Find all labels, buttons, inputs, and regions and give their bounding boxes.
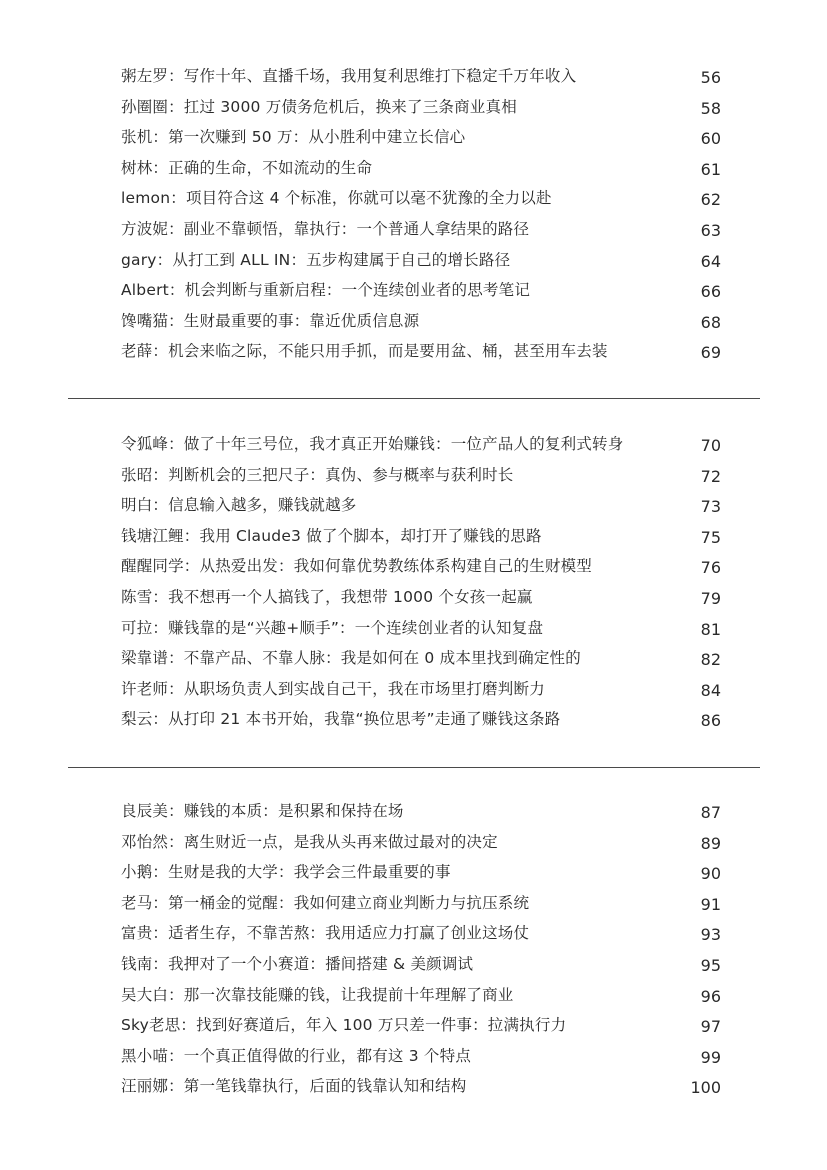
toc-entry[interactable]: [0, 337, 827, 365]
toc-entry[interactable]: [0, 889, 827, 917]
toc-entry-page: 100: [690, 1078, 721, 1098]
toc-entry[interactable]: [0, 522, 827, 550]
toc-entry-page: 84: [700, 680, 721, 700]
toc-entry[interactable]: [0, 1072, 827, 1100]
toc-entry[interactable]: [0, 246, 827, 274]
toc-entry-title: 汪丽娜：第一笔钱靠执行，后面的钱靠认知和结构: [121, 1077, 467, 1096]
toc-entry-title: 可拉：赚钱靠的是“兴趣+顺手”：一个连续创业者的认知复盘: [121, 618, 544, 637]
toc-entry[interactable]: [0, 154, 827, 182]
toc-entry[interactable]: [0, 276, 827, 304]
toc-entry-title: 孙圈圈：扛过 3000 万债务危机后，换来了三条商业真相: [121, 97, 517, 116]
section-divider: [68, 398, 760, 399]
toc-entry[interactable]: [0, 614, 827, 642]
toc-entry-page: 56: [700, 68, 721, 87]
toc-entry-page: 60: [700, 129, 721, 149]
toc-entry[interactable]: [0, 797, 827, 825]
toc-entry-page: 91: [700, 894, 721, 914]
toc-entry[interactable]: [0, 705, 827, 733]
toc-entry-title: 梁靠谱：不靠产品、不靠人脉：我是如何在 0 成本里找到确定性的: [121, 649, 581, 668]
toc-entry-title: 老马：第一桶金的觉醒：我如何建立商业判断力与抗压系统: [121, 893, 530, 912]
toc-entry-title: 邓怡然：离生财近一点，是我从头再来做过最对的决定: [121, 832, 498, 851]
toc-entry-page: 58: [700, 98, 721, 118]
toc-entry-page: 61: [700, 159, 721, 179]
toc-entry-page: 95: [700, 956, 721, 975]
toc-entry-title: 陈雪：我不想再一个人搞钱了，我想带 1000 个女孩一起赢: [121, 588, 533, 606]
toc-entry-title: Albert：机会判断与重新启程：一个连续创业者的思考笔记: [121, 281, 531, 300]
toc-entry[interactable]: [0, 123, 827, 151]
toc-entry[interactable]: [0, 583, 827, 611]
toc-entry-title: 令狐峰：做了十年三号位，我才真正开始赚钱：一位产品人的复利式转身: [121, 435, 624, 453]
toc-entry-title: 钱南：我押对了一个小赛道：播间搭建 & 美颜调试: [121, 955, 474, 973]
toc-entry[interactable]: [0, 644, 827, 672]
toc-entry-page: 69: [700, 343, 721, 363]
toc-entry-title: lemon：项目符合这 4 个标准，你就可以毫不犹豫的全力以赴: [121, 189, 552, 208]
toc-entry[interactable]: [0, 491, 827, 519]
toc-entry-page: 63: [700, 221, 721, 240]
toc-entry-page: 66: [700, 282, 721, 302]
toc-entry[interactable]: [0, 981, 827, 1009]
toc-entry[interactable]: [0, 461, 827, 489]
toc-entry-page: 81: [700, 619, 721, 639]
toc-entry-title: 馋嘴猫：生财最重要的事：靠近优质信息源: [121, 311, 420, 330]
toc-entry[interactable]: [0, 62, 827, 90]
toc-entry-title: 张昭：判断机会的三把尺子：真伪、参与概率与获利时长: [121, 465, 514, 484]
toc-entry-page: 68: [700, 312, 721, 332]
toc-entry-page: 89: [700, 833, 721, 853]
toc-entry-page: 97: [700, 1017, 721, 1037]
toc-entry-title: 张机：第一次赚到 50 万：从小胜利中建立长信心: [121, 128, 466, 147]
toc-entry[interactable]: [0, 1042, 827, 1070]
toc-entry-title: 梨云：从打印 21 本书开始，我靠“换位思考”走通了赚钱这条路: [121, 710, 561, 729]
toc-entry[interactable]: [0, 858, 827, 886]
toc-entry-title: 黑小喵：一个真正值得做的行业，都有这 3 个特点: [121, 1046, 472, 1065]
toc-entry-title: 钱塘江鲤：我用 Claude3 做了个脚本，却打开了赚钱的思路: [121, 526, 542, 545]
toc-entry-page: 82: [700, 650, 721, 670]
toc-entry[interactable]: [0, 184, 827, 212]
toc-entry-page: 86: [700, 711, 721, 731]
toc-entry-title: 醒醒同学：从热爱出发：我如何靠优势教练体系构建自己的生财模型: [121, 557, 593, 576]
toc-entry-page: 93: [700, 925, 721, 945]
toc-entry-page: 90: [700, 864, 721, 884]
toc-entry-page: 96: [700, 986, 721, 1006]
toc-entry-page: 75: [700, 527, 721, 547]
toc-entry[interactable]: [0, 919, 827, 947]
toc-entry[interactable]: [0, 215, 827, 243]
toc-entry[interactable]: [0, 675, 827, 703]
toc-entry-title: 方波妮：副业不靠顿悟，靠执行：一个普通人拿结果的路径: [121, 220, 530, 238]
toc-entry-title: 良辰美：赚钱的本质：是积累和保持在场: [121, 802, 404, 820]
toc-entry-page: 64: [700, 251, 721, 271]
toc-entry[interactable]: [0, 93, 827, 121]
toc-entry-page: 87: [700, 803, 721, 822]
toc-entry-title: 粥左罗：写作十年、直播千场，我用复利思维打下稳定千万年收入: [121, 67, 577, 85]
toc-entry-title: gary：从打工到 ALL IN：五步构建属于自己的增长路径: [121, 250, 511, 269]
toc-entry-title: 吴大白：那一次靠技能赚的钱，让我提前十年理解了商业: [121, 985, 514, 1004]
toc-entry-title: 明白：信息输入越多，赚钱就越多: [121, 496, 357, 515]
toc-entry-title: 树林：正确的生命，不如流动的生命: [121, 158, 373, 177]
toc-entry-page: 70: [700, 436, 721, 455]
toc-entry-page: 72: [700, 466, 721, 486]
toc-entry-page: 99: [700, 1047, 721, 1067]
toc-entry-title: 老薛：机会来临之际，不能只用手抓，而是要用盆、桶，甚至用车去装: [121, 342, 608, 361]
toc-entry-title: Sky老思：找到好赛道后，年入 100 万只差一件事：拉满执行力: [121, 1016, 567, 1035]
toc-entry[interactable]: [0, 1011, 827, 1039]
toc-entry[interactable]: [0, 307, 827, 335]
toc-entry-title: 富贵：适者生存，不靠苦熬：我用适应力打赢了创业这场仗: [121, 924, 530, 943]
toc-entry[interactable]: [0, 828, 827, 856]
toc-entry-title: 许老师：从职场负责人到实战自己干，我在市场里打磨判断力: [121, 679, 545, 698]
toc-entry[interactable]: [0, 950, 827, 978]
toc-entry[interactable]: [0, 552, 827, 580]
toc-entry-page: 76: [700, 558, 721, 578]
toc-entry-page: 79: [700, 589, 721, 608]
toc-entry-title: 小鹅：生财是我的大学：我学会三件最重要的事: [121, 863, 451, 882]
section-divider: [68, 767, 760, 768]
toc-entry[interactable]: [0, 430, 827, 458]
toc-entry-page: 62: [700, 190, 721, 210]
toc-entry-page: 73: [700, 497, 721, 517]
